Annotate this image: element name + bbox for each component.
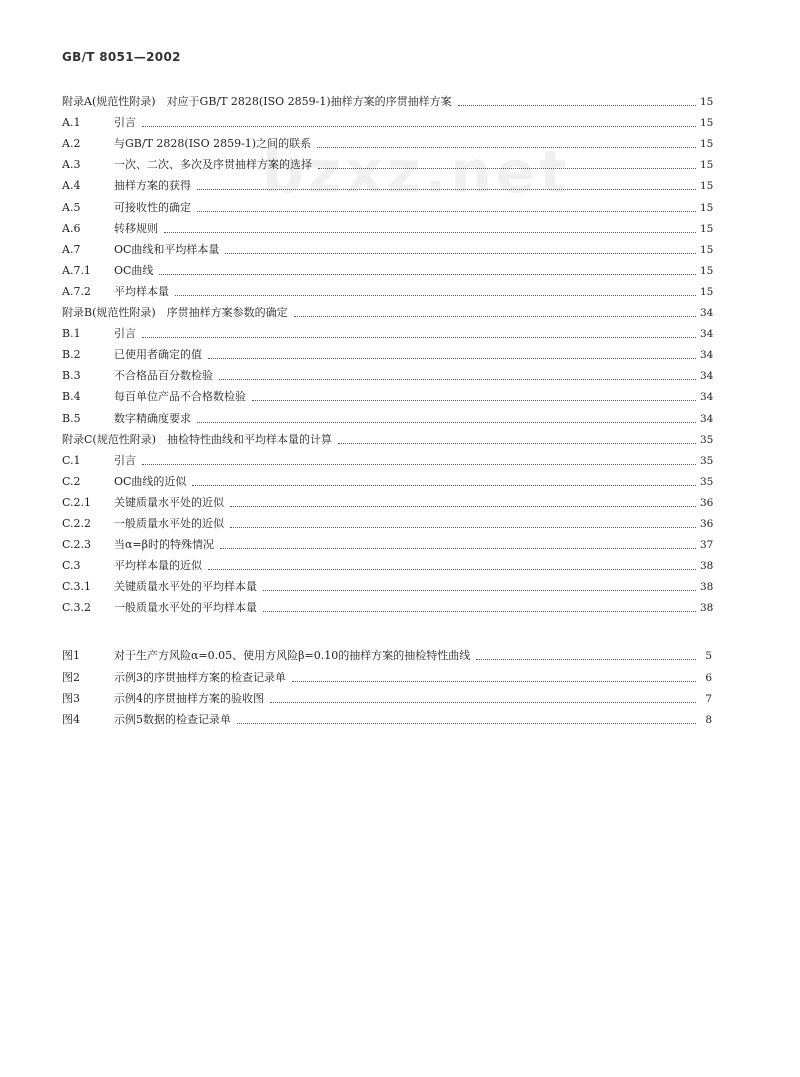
entry-title: 引言 bbox=[114, 327, 136, 341]
entry-title: 平均样本量的近似 bbox=[114, 559, 202, 573]
entry-title: 示例5数据的检查记录单 bbox=[114, 712, 231, 726]
toc-entry[interactable] bbox=[62, 172, 712, 193]
dot-leader bbox=[252, 400, 696, 401]
toc-entry[interactable] bbox=[62, 109, 712, 130]
toc-entry[interactable] bbox=[62, 341, 712, 362]
entry-number: C.3.1 bbox=[62, 580, 92, 594]
dot-leader bbox=[263, 611, 696, 612]
entry-number: A.7.2 bbox=[62, 284, 91, 298]
standard-number: GB/T 8051—2002 bbox=[62, 50, 181, 64]
toc-entry[interactable] bbox=[62, 531, 712, 552]
entry-title: 附录A(规范性附录) 对应于GB/T 2828(ISO 2859-1)抽样方案的序贯抽样方案 bbox=[62, 95, 452, 109]
dot-leader bbox=[230, 506, 696, 507]
dot-leader bbox=[225, 253, 696, 254]
toc-entry[interactable] bbox=[62, 193, 712, 214]
entry-title: 数字精确度要求 bbox=[114, 411, 191, 425]
toc-entry[interactable] bbox=[62, 320, 712, 341]
entry-page-number: 15 bbox=[700, 201, 714, 214]
entry-title: 一次、二次、多次及序贯抽样方案的选择 bbox=[114, 158, 312, 172]
entry-number: 图1 bbox=[62, 649, 80, 663]
entry-number: C.3.2 bbox=[62, 601, 92, 615]
dot-leader bbox=[142, 126, 696, 127]
dot-leader bbox=[476, 659, 696, 660]
entry-number: A.3 bbox=[62, 158, 81, 172]
entry-number: C.2.1 bbox=[62, 495, 92, 509]
entry-title: 附录B(规范性附录) 序贯抽样方案参数的确定 bbox=[62, 306, 288, 320]
dot-leader bbox=[192, 485, 696, 486]
entry-page-number: 5 bbox=[705, 650, 712, 663]
entry-title: 可接收性的确定 bbox=[114, 200, 191, 214]
entry-title: 一般质量水平处的近似 bbox=[114, 516, 224, 530]
table-of-contents bbox=[62, 88, 712, 727]
dot-leader bbox=[230, 527, 696, 528]
entry-page-number: 35 bbox=[700, 475, 714, 488]
entry-page-number: 38 bbox=[700, 602, 714, 615]
dot-leader bbox=[197, 211, 696, 212]
entry-page-number: 15 bbox=[700, 180, 714, 193]
dot-leader bbox=[338, 443, 696, 444]
entry-page-number: 15 bbox=[700, 159, 714, 172]
dot-leader bbox=[142, 337, 696, 338]
dot-leader bbox=[142, 464, 696, 465]
entry-page-number: 15 bbox=[700, 243, 714, 256]
dot-leader bbox=[237, 723, 696, 724]
toc-entry[interactable] bbox=[62, 278, 712, 299]
entry-page-number: 36 bbox=[700, 517, 714, 530]
entry-page-number: 34 bbox=[700, 412, 714, 425]
entry-number: C.2.2 bbox=[62, 516, 92, 530]
entry-number: A.5 bbox=[62, 200, 81, 214]
entry-title: 附录C(规范性附录) 抽检特性曲线和平均样本量的计算 bbox=[62, 432, 332, 446]
entry-title: 平均样本量 bbox=[114, 284, 169, 298]
entry-page-number: 15 bbox=[700, 138, 714, 151]
entry-title: 引言 bbox=[114, 116, 136, 130]
figure-entry[interactable] bbox=[62, 706, 712, 727]
entry-number: C.3 bbox=[62, 559, 81, 573]
entry-number: A.2 bbox=[62, 137, 81, 151]
entry-page-number: 34 bbox=[700, 307, 714, 320]
dot-leader bbox=[219, 379, 696, 380]
toc-entry[interactable] bbox=[62, 215, 712, 236]
entry-number: 图3 bbox=[62, 691, 80, 705]
entry-title: OC曲线和平均样本量 bbox=[114, 242, 220, 256]
dot-leader bbox=[197, 422, 696, 423]
figure-list bbox=[62, 642, 712, 726]
entry-title: 每百单位产品不合格数检验 bbox=[114, 390, 246, 404]
entry-page-number: 34 bbox=[700, 328, 714, 341]
dot-leader bbox=[292, 681, 696, 682]
entry-number: A.7.1 bbox=[62, 263, 91, 277]
figure-entry[interactable] bbox=[62, 663, 712, 684]
entry-page-number: 6 bbox=[705, 671, 712, 684]
entry-number: A.7 bbox=[62, 242, 81, 256]
toc-annex-entry[interactable] bbox=[62, 88, 712, 109]
entry-page-number: 37 bbox=[700, 539, 714, 552]
figure-entry[interactable] bbox=[62, 642, 712, 663]
entry-number: B.5 bbox=[62, 411, 81, 425]
entry-page-number: 15 bbox=[700, 264, 714, 277]
entry-number: C.1 bbox=[62, 453, 81, 467]
toc-section-list bbox=[62, 88, 712, 615]
toc-annex-entry[interactable] bbox=[62, 426, 712, 447]
entry-page-number: 7 bbox=[705, 692, 712, 705]
entry-title: 一般质量水平处的平均样本量 bbox=[114, 601, 257, 615]
watermark: bzxz.net bbox=[262, 138, 571, 206]
entry-title: 当α=β时的特殊情况 bbox=[114, 538, 215, 552]
entry-number: 图2 bbox=[62, 670, 80, 684]
toc-entry[interactable] bbox=[62, 151, 712, 172]
dot-leader bbox=[317, 147, 696, 148]
dot-leader bbox=[208, 569, 696, 570]
toc-entry[interactable] bbox=[62, 404, 712, 425]
entry-number: B.1 bbox=[62, 327, 81, 341]
entry-page-number: 35 bbox=[700, 433, 714, 446]
entry-title: 关键质量水平处的平均样本量 bbox=[114, 580, 257, 594]
dot-leader bbox=[294, 316, 696, 317]
entry-page-number: 15 bbox=[700, 285, 714, 298]
toc-entry[interactable] bbox=[62, 573, 712, 594]
dot-leader bbox=[208, 358, 696, 359]
entry-number: 图4 bbox=[62, 712, 80, 726]
entry-number: B.2 bbox=[62, 348, 81, 362]
toc-entry[interactable] bbox=[62, 489, 712, 510]
entry-number: A.4 bbox=[62, 179, 81, 193]
toc-entry[interactable] bbox=[62, 257, 712, 278]
dot-leader bbox=[318, 168, 696, 169]
entry-page-number: 38 bbox=[700, 560, 714, 573]
entry-page-number: 36 bbox=[700, 496, 714, 509]
entry-number: C.2.3 bbox=[62, 538, 92, 552]
entry-page-number: 34 bbox=[700, 349, 714, 362]
entry-number: B.4 bbox=[62, 390, 81, 404]
toc-entry[interactable] bbox=[62, 468, 712, 489]
entry-title: 引言 bbox=[114, 453, 136, 467]
entry-title: 关键质量水平处的近似 bbox=[114, 495, 224, 509]
toc-entry[interactable] bbox=[62, 130, 712, 151]
entry-number: A.6 bbox=[62, 221, 81, 235]
dot-leader bbox=[175, 295, 696, 296]
entry-page-number: 34 bbox=[700, 370, 714, 383]
entry-page-number: 15 bbox=[700, 96, 714, 109]
toc-annex-entry[interactable] bbox=[62, 299, 712, 320]
dot-leader bbox=[197, 189, 696, 190]
entry-number: B.3 bbox=[62, 369, 81, 383]
toc-entry[interactable] bbox=[62, 236, 712, 257]
dot-leader bbox=[159, 274, 696, 275]
entry-number: A.1 bbox=[62, 116, 81, 130]
toc-entry[interactable] bbox=[62, 447, 712, 468]
dot-leader bbox=[164, 232, 696, 233]
dot-leader bbox=[270, 702, 696, 703]
entry-page-number: 15 bbox=[700, 222, 714, 235]
entry-title: 对于生产方风险α=0.05、使用方风险β=0.10的抽样方案的抽检特性曲线 bbox=[114, 649, 471, 663]
entry-page-number: 35 bbox=[700, 454, 714, 467]
entry-page-number: 15 bbox=[700, 117, 714, 130]
toc-entry[interactable] bbox=[62, 510, 712, 531]
dot-leader bbox=[220, 548, 696, 549]
entry-page-number: 8 bbox=[705, 713, 712, 726]
entry-title: 转移规则 bbox=[114, 221, 158, 235]
entry-title: 示例4的序贯抽样方案的验收图 bbox=[114, 691, 264, 705]
toc-entry[interactable] bbox=[62, 552, 712, 573]
entry-page-number: 38 bbox=[700, 581, 714, 594]
entry-number: C.2 bbox=[62, 474, 81, 488]
toc-gap bbox=[62, 615, 712, 642]
figure-entry[interactable] bbox=[62, 685, 712, 706]
toc-entry[interactable] bbox=[62, 594, 712, 615]
entry-page-number: 34 bbox=[700, 391, 714, 404]
dot-leader bbox=[458, 105, 696, 106]
entry-title: 已使用者确定的值 bbox=[114, 348, 202, 362]
entry-title: OC曲线的近似 bbox=[114, 474, 187, 488]
toc-entry[interactable] bbox=[62, 383, 712, 404]
entry-title: OC曲线 bbox=[114, 263, 154, 277]
entry-title: 不合格品百分数检验 bbox=[114, 369, 213, 383]
toc-entry[interactable] bbox=[62, 362, 712, 383]
entry-title: 抽样方案的获得 bbox=[114, 179, 191, 193]
entry-title: 与GB/T 2828(ISO 2859-1)之间的联系 bbox=[114, 137, 312, 151]
dot-leader bbox=[263, 590, 696, 591]
entry-title: 示例3的序贯抽样方案的检查记录单 bbox=[114, 670, 286, 684]
